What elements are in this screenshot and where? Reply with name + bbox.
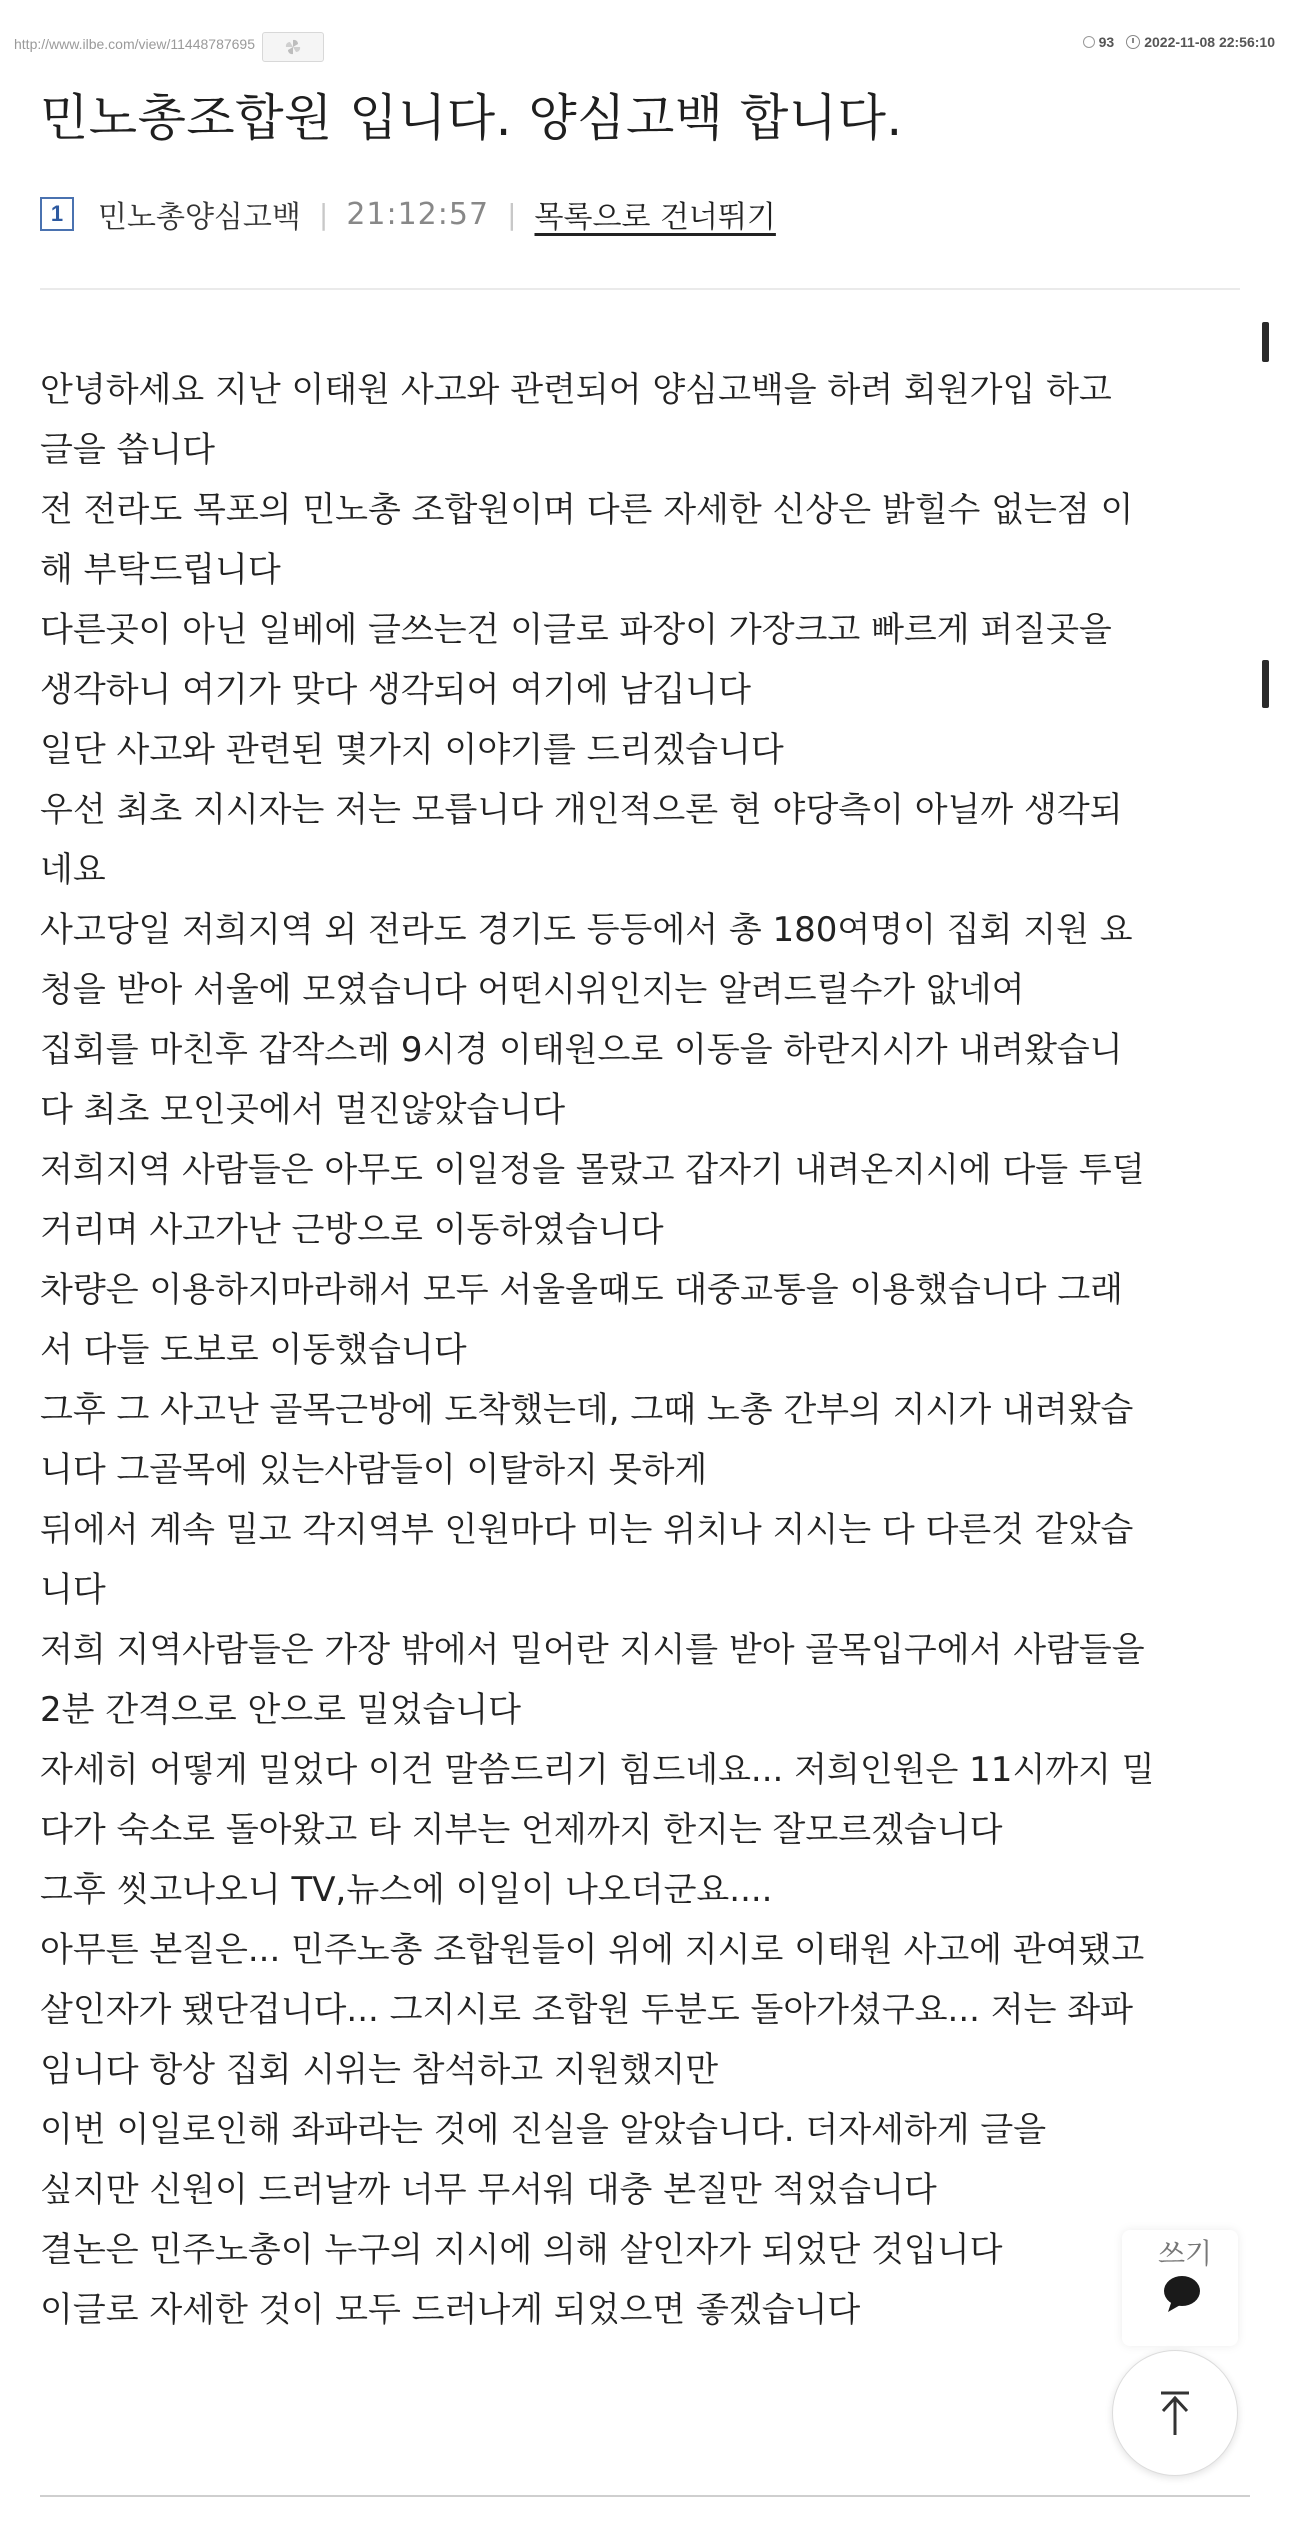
scrollbar-marker[interactable] — [1262, 322, 1269, 362]
body-line: 자세히 어떻게 밀었다 이건 말씀드리기 힘드네요... 저희인원은 11시까지 밀 — [40, 1750, 1155, 1790]
write-button[interactable] — [1122, 2230, 1238, 2346]
body-line: 니다 그골목에 있는사람들이 이탈하지 못하게 — [40, 1450, 708, 1490]
arrow-up-icon — [1147, 2385, 1203, 2441]
body-line: 안녕하세요 지난 이태원 사고와 관련되어 양심고백을 하려 회원가입 하고 — [40, 370, 1112, 410]
divider: | — [507, 197, 517, 231]
body-line: 우선 최초 지시자는 저는 모릅니다 개인적으론 현 야당측이 아닐까 생각되 — [40, 790, 1123, 830]
body-line: 아무튼 본질은... 민주노총 조합원들이 위에 지시로 이태원 사고에 관여됐고 — [40, 1930, 1145, 1970]
body-line: 집회를 마친후 갑작스레 9시경 이태원으로 이동을 하란지시가 내려왔습니 — [40, 1030, 1123, 1070]
page-url: http://www.ilbe.com/view/11448787695 — [14, 36, 255, 52]
body-line: 거리며 사고가난 근방으로 이동하였습니다 — [40, 1210, 664, 1250]
body-line: 결논은 민주노총이 누구의 지시에 의해 살인자가 되었단 것입니다 — [40, 2230, 1003, 2270]
body-line: 사고당일 저희지역 외 전라도 경기도 등등에서 총 180여명이 집회 지원 요 — [40, 910, 1133, 950]
body-line: 해 부탁드립니다 — [40, 550, 281, 590]
body-line: 네요 — [40, 850, 106, 890]
scroll-to-top-button[interactable] — [1112, 2350, 1238, 2476]
view-count: 93 — [1098, 34, 1115, 50]
skip-to-list-link[interactable]: 목록으로 건너뛰기 — [534, 200, 776, 235]
body-divider — [40, 2495, 1250, 2497]
scrollbar-marker[interactable] — [1262, 660, 1269, 708]
body-line: 이번 이일로인해 좌파라는 것에 진실을 알았습니다. 더자세하게 글을 — [40, 2110, 1047, 2150]
body-line: 일단 사고와 관련된 몇가지 이야기를 드리겠습니다 — [40, 730, 784, 770]
body-line: 다른곳이 아닌 일베에 글쓰는건 이글로 파장이 가장크고 빠르게 퍼질곳을 — [40, 610, 1112, 650]
body-line: 니다 — [40, 1570, 106, 1610]
body-line: 다 최초 모인곳에서 멀진않았습니다 — [40, 1090, 566, 1130]
pinwheel-icon — [285, 39, 301, 55]
body-line: 글을 씁니다 — [40, 430, 216, 470]
body-line: 저희지역 사람들은 아무도 이일정을 몰랐고 갑자기 내려온지시에 다들 투덜 — [40, 1150, 1145, 1190]
post-body — [40, 360, 1250, 2340]
byline — [40, 192, 776, 236]
post-timestamp: 2022-11-08 22:56:10 — [1144, 34, 1275, 50]
body-line: 살인자가 됐단겁니다... 그지시로 조합원 두분도 돌아가셨구요... 저는 좌파 — [40, 1990, 1133, 2030]
body-line: 서 다들 도보로 이동했습니다 — [40, 1330, 467, 1370]
clock-icon — [1126, 35, 1140, 49]
write-label: 쓰기 — [1158, 2237, 1213, 2270]
body-line: 임니다 항상 집회 시위는 참석하고 지원했지만 — [40, 2050, 719, 2090]
body-line: 청을 받아 서울에 모였습니다 어떤시위인지는 알려드릴수가 앖네여 — [40, 970, 1025, 1010]
divider: | — [318, 197, 329, 231]
post-title: 민노총조합원 입니다. 양심고백 합니다. — [40, 89, 903, 147]
body-line: 다가 숙소로 돌아왔고 타 지부는 언제까지 한지는 잘모르겠습니다 — [40, 1810, 1003, 1850]
body-line: 그후 그 사고난 골목근방에 도착했는데, 그때 노총 간부의 지시가 내려왔습 — [40, 1390, 1134, 1430]
chat-bubble-icon — [1162, 2274, 1202, 2314]
user-level-badge: 1 — [40, 197, 74, 231]
body-line: 저희 지역사람들은 가장 밖에서 밀어란 지시를 받아 골목입구에서 사람들을 — [40, 1630, 1145, 1670]
body-line: 차량은 이용하지마라해서 모두 서울올때도 대중교통을 이용했습니다 그래 — [40, 1270, 1124, 1310]
views-icon — [1083, 36, 1095, 48]
header-divider — [40, 288, 1240, 290]
body-line: 그후 씻고나오니 TV,뉴스에 이일이 나오더군요.... — [40, 1870, 773, 1910]
body-line: 생각하니 여기가 맞다 생각되어 여기에 남깁니다 — [40, 670, 751, 710]
post-meta — [1083, 34, 1275, 50]
body-line: 이글로 자세한 것이 모두 드러나게 되었으면 좋겠습니다 — [40, 2290, 861, 2330]
body-line: 싶지만 신원이 드러날까 너무 무서워 대충 본질만 적었습니다 — [40, 2170, 937, 2210]
body-line: 2분 간격으로 안으로 밀었습니다 — [40, 1690, 522, 1730]
post-time: 21:12:57 — [346, 196, 490, 232]
body-line: 전 전라도 목포의 민노총 조합원이며 다른 자세한 신상은 밝힐수 없는점 이 — [40, 490, 1134, 530]
body-line: 뒤에서 계속 밀고 각지역부 인원마다 미는 위치나 지시는 다 다른것 같았습 — [40, 1510, 1134, 1550]
author-name[interactable]: 민노총양심고백 — [98, 200, 301, 235]
share-button[interactable] — [262, 32, 324, 62]
